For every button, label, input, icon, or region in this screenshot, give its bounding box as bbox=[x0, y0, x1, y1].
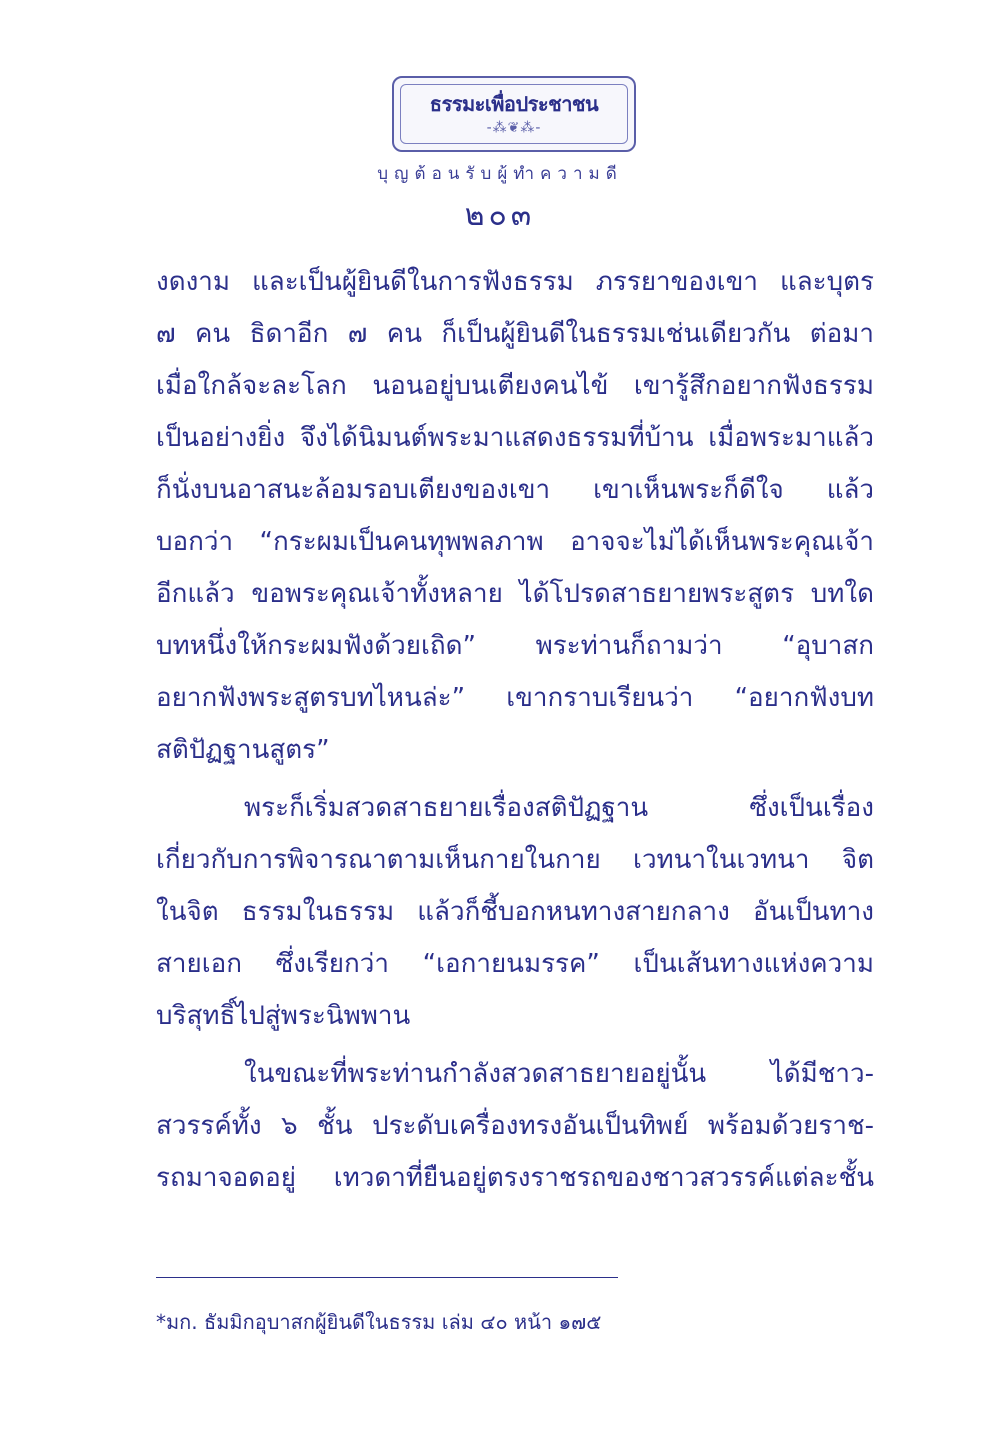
text-line: สติปัฏฐานสูตร” bbox=[156, 735, 330, 765]
text-line: ๗ คน ธิดาอีก ๗ คน ก็เป็นผู้ยินดีในธรรมเช่นเดียวกัน ต่อมา bbox=[156, 319, 874, 349]
text-line: บริสุทธิ์ไปสู่พระนิพพาน bbox=[156, 1001, 411, 1031]
text-line: งดงาม และเป็นผู้ยินดีในการฟังธรรม ภรรยาของเขา และบุตร bbox=[156, 267, 874, 297]
logo-ornament: -⁂❦⁂- bbox=[486, 120, 542, 136]
text-line: เกี่ยวกับการพิจารณาตามเห็นกายในกาย เวทนาในเวทนา จิต bbox=[156, 845, 874, 875]
footnote: *มก. ธัมมิกอุบาสกผู้ยินดีในธรรม เล่ม ๔๐ หน้า ๑๗๕ bbox=[156, 1310, 602, 1334]
text-line: สวรรค์ทั้ง ๖ ชั้น ประดับเครื่องทรงอันเป็นทิพย์ พร้อมด้วยราช- bbox=[156, 1111, 874, 1141]
text-line: พระก็เริ่มสวดสาธยายเรื่องสติปัฏฐาน ซึ่งเป็นเรื่อง bbox=[244, 793, 874, 823]
footnote-divider bbox=[156, 1277, 618, 1278]
text-line: ในขณะที่พระท่านกำลังสวดสาธยายอยู่นั้น ได้มีชาว- bbox=[244, 1059, 874, 1089]
text-line: เมื่อใกล้จะละโลก นอนอยู่บนเตียงคนไข้ เขารู้สึกอยากฟังธรรม bbox=[156, 371, 874, 401]
text-line: บทหนึ่งให้กระผมฟังด้วยเถิด” พระท่านก็ถามว่า “อุบาสก bbox=[156, 631, 874, 661]
text-line: ในจิต ธรรมในธรรม แล้วก็ชี้บอกหนทางสายกลาง อันเป็นทาง bbox=[156, 897, 874, 927]
text-line: เป็นอย่างยิ่ง จึงได้นิมนต์พระมาแสดงธรรมที่บ้าน เมื่อพระมาแล้ว bbox=[156, 423, 874, 453]
text-line: บอกว่า “กระผมเป็นคนทุพพลภาพ อาจจะไม่ได้เห็นพระคุณเจ้า bbox=[156, 527, 874, 557]
page-number: ๒๐๓ bbox=[464, 198, 536, 233]
body-text bbox=[156, 256, 874, 1204]
logo bbox=[392, 76, 636, 152]
text-line: สายเอก ซึ่งเรียกว่า “เอกายนมรรค” เป็นเส้นทางแห่งความ bbox=[156, 949, 874, 979]
page-subtitle: บุญต้อนรับผู้ทำความดี bbox=[377, 164, 623, 184]
text-line: อีกแล้ว ขอพระคุณเจ้าทั้งหลาย ได้โปรดสาธยายพระสูตร บทใด bbox=[156, 579, 874, 609]
logo-text: ธรรมะเพื่อประชาชน bbox=[429, 92, 599, 116]
text-line: ก็นั่งบนอาสนะล้อมรอบเตียงของเขา เขาเห็นพระก็ดีใจ แล้ว bbox=[156, 475, 874, 505]
text-line: รถมาจอดอยู่ เทวดาที่ยืนอยู่ตรงราชรถของชาวสวรรค์แต่ละชั้น bbox=[156, 1163, 874, 1193]
text-line: อยากฟังพระสูตรบทไหนล่ะ” เขากราบเรียนว่า “อยากฟังบท bbox=[156, 683, 874, 713]
